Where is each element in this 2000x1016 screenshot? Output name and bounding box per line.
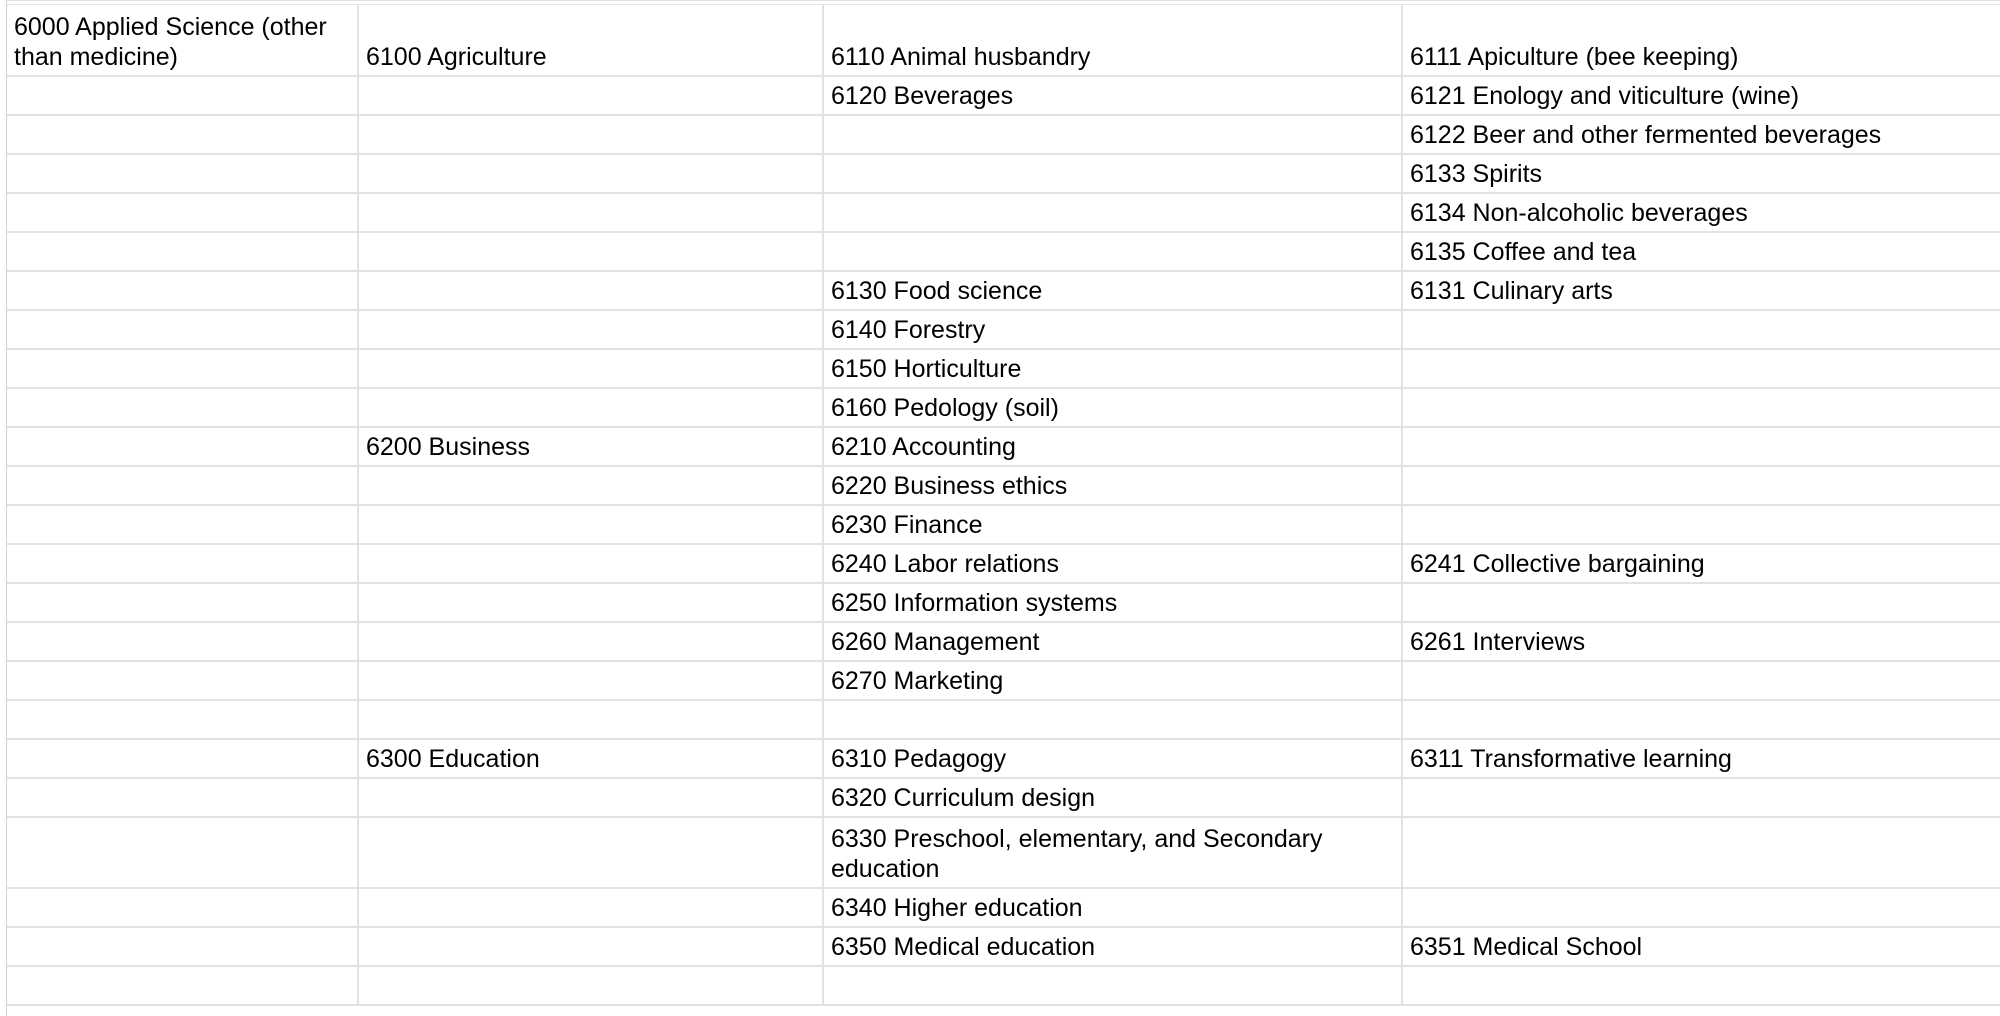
grid-cell[interactable] bbox=[7, 966, 358, 1005]
grid-cell[interactable] bbox=[823, 966, 1402, 1005]
grid-cell[interactable] bbox=[358, 927, 823, 966]
table-row bbox=[7, 583, 2000, 622]
table-row bbox=[7, 739, 2000, 778]
grid-cell[interactable]: 6350 Medical education bbox=[823, 927, 1402, 966]
grid-cell[interactable]: 6320 Curriculum design bbox=[823, 778, 1402, 817]
grid-cell[interactable] bbox=[358, 817, 823, 888]
grid-cell[interactable]: 6330 Preschool, elementary, and Secondary education bbox=[823, 817, 1402, 888]
grid-cell[interactable]: 6311 Transformative learning bbox=[1402, 739, 2000, 778]
table-row bbox=[7, 700, 2000, 739]
table-row bbox=[7, 888, 2000, 927]
grid-cell[interactable] bbox=[1402, 466, 2000, 505]
grid-cell[interactable] bbox=[7, 427, 358, 466]
grid-cell[interactable] bbox=[358, 505, 823, 544]
table-row bbox=[7, 310, 2000, 349]
grid-cell[interactable] bbox=[1402, 505, 2000, 544]
grid-cell[interactable] bbox=[7, 927, 358, 966]
grid-cell[interactable] bbox=[358, 466, 823, 505]
grid-cell[interactable]: 6134 Non-alcoholic beverages bbox=[1402, 193, 2000, 232]
grid-cell[interactable] bbox=[358, 622, 823, 661]
grid-cell[interactable]: 6160 Pedology (soil) bbox=[823, 388, 1402, 427]
grid-cell[interactable] bbox=[7, 622, 358, 661]
grid-cell[interactable] bbox=[823, 700, 1402, 739]
grid-cell[interactable] bbox=[1402, 661, 2000, 700]
grid-cell[interactable]: 6131 Culinary arts bbox=[1402, 271, 2000, 310]
grid-cell[interactable] bbox=[1402, 349, 2000, 388]
grid-cell[interactable]: 6210 Accounting bbox=[823, 427, 1402, 466]
grid-cell[interactable] bbox=[7, 888, 358, 927]
grid-cell[interactable]: 6241 Collective bargaining bbox=[1402, 544, 2000, 583]
grid-cell[interactable] bbox=[1402, 700, 2000, 739]
grid-cell[interactable]: 6135 Coffee and tea bbox=[1402, 232, 2000, 271]
grid-cell[interactable] bbox=[7, 817, 358, 888]
grid-cell[interactable] bbox=[7, 349, 358, 388]
grid-cell[interactable]: 6261 Interviews bbox=[1402, 622, 2000, 661]
grid-cell[interactable] bbox=[7, 154, 358, 193]
grid-cell[interactable] bbox=[358, 583, 823, 622]
grid-cell[interactable]: 6111 Apiculture (bee keeping) bbox=[1402, 5, 2000, 76]
grid-cell[interactable] bbox=[1402, 388, 2000, 427]
grid-cell[interactable] bbox=[358, 700, 823, 739]
grid-cell[interactable] bbox=[7, 310, 358, 349]
grid-cell[interactable] bbox=[1402, 888, 2000, 927]
grid-cell[interactable] bbox=[358, 778, 823, 817]
table-row bbox=[7, 661, 2000, 700]
grid-cell[interactable]: 6300 Education bbox=[358, 739, 823, 778]
table-row bbox=[7, 817, 2000, 888]
grid-cell[interactable] bbox=[358, 310, 823, 349]
grid-cell[interactable]: 6250 Information systems bbox=[823, 583, 1402, 622]
table-row bbox=[7, 154, 2000, 193]
grid-cell[interactable] bbox=[7, 193, 358, 232]
table-row bbox=[7, 232, 2000, 271]
grid-cell[interactable] bbox=[7, 115, 358, 154]
grid-cell[interactable]: 6120 Beverages bbox=[823, 76, 1402, 115]
grid-cell[interactable] bbox=[7, 388, 358, 427]
table-row bbox=[7, 778, 2000, 817]
grid-cell[interactable]: 6122 Beer and other fermented beverages bbox=[1402, 115, 2000, 154]
grid-cell[interactable] bbox=[7, 661, 358, 700]
grid-cell[interactable] bbox=[358, 661, 823, 700]
row-header-gutter bbox=[0, 0, 7, 1016]
grid-cell[interactable] bbox=[358, 388, 823, 427]
grid-cell[interactable] bbox=[358, 888, 823, 927]
grid-cell[interactable] bbox=[7, 583, 358, 622]
table-row bbox=[7, 966, 2000, 1005]
grid-cell[interactable] bbox=[1402, 427, 2000, 466]
grid-cell[interactable]: 6133 Spirits bbox=[1402, 154, 2000, 193]
grid-cell[interactable]: 6130 Food science bbox=[823, 271, 1402, 310]
grid-cell[interactable] bbox=[358, 76, 823, 115]
grid-cell[interactable] bbox=[823, 154, 1402, 193]
grid-cell[interactable] bbox=[358, 966, 823, 1005]
grid-cell[interactable]: 6260 Management bbox=[823, 622, 1402, 661]
grid-cell[interactable] bbox=[823, 232, 1402, 271]
grid-cell[interactable]: 6310 Pedagogy bbox=[823, 739, 1402, 778]
grid-cell[interactable]: 6121 Enology and viticulture (wine) bbox=[1402, 76, 2000, 115]
grid-cell[interactable] bbox=[358, 154, 823, 193]
grid-cell[interactable] bbox=[7, 76, 358, 115]
grid-cell[interactable] bbox=[358, 193, 823, 232]
table-row bbox=[7, 271, 2000, 310]
table-row bbox=[7, 193, 2000, 232]
grid-cell[interactable] bbox=[358, 544, 823, 583]
table-row bbox=[7, 5, 2000, 76]
grid-cell[interactable] bbox=[1402, 966, 2000, 1005]
grid-cell[interactable]: 6270 Marketing bbox=[823, 661, 1402, 700]
table-row bbox=[7, 466, 2000, 505]
grid-cell[interactable] bbox=[1402, 778, 2000, 817]
grid-cell[interactable]: 6351 Medical School bbox=[1402, 927, 2000, 966]
table-row bbox=[7, 76, 2000, 115]
table-row bbox=[7, 505, 2000, 544]
grid-cell[interactable] bbox=[358, 349, 823, 388]
grid-cell[interactable]: 6200 Business bbox=[358, 427, 823, 466]
table-row bbox=[7, 427, 2000, 466]
grid-cell[interactable] bbox=[7, 466, 358, 505]
grid-cell[interactable] bbox=[7, 739, 358, 778]
grid-cell[interactable] bbox=[358, 115, 823, 154]
grid-cell[interactable] bbox=[823, 115, 1402, 154]
grid-cell[interactable]: 6150 Horticulture bbox=[823, 349, 1402, 388]
grid-cell[interactable]: 6100 Agriculture bbox=[358, 5, 823, 76]
grid-cell[interactable]: 6230 Finance bbox=[823, 505, 1402, 544]
grid-cell[interactable] bbox=[7, 232, 358, 271]
grid-cell[interactable]: 6340 Higher education bbox=[823, 888, 1402, 927]
grid-cell[interactable] bbox=[358, 232, 823, 271]
table-row bbox=[7, 927, 2000, 966]
grid-cell[interactable] bbox=[7, 505, 358, 544]
grid-cell[interactable] bbox=[7, 778, 358, 817]
grid-cell[interactable] bbox=[7, 700, 358, 739]
table-row bbox=[7, 544, 2000, 583]
grid-cell[interactable] bbox=[7, 544, 358, 583]
table-row bbox=[7, 349, 2000, 388]
table-row bbox=[7, 622, 2000, 661]
grid-cell[interactable] bbox=[1402, 817, 2000, 888]
cell-table bbox=[7, 5, 2000, 1006]
grid-cell[interactable]: 6000 Applied Science (other than medicine) bbox=[7, 5, 358, 76]
grid-cell[interactable] bbox=[823, 193, 1402, 232]
grid-cell[interactable]: 6240 Labor relations bbox=[823, 544, 1402, 583]
table-row bbox=[7, 388, 2000, 427]
grid-cell[interactable]: 6140 Forestry bbox=[823, 310, 1402, 349]
grid-cell[interactable]: 6110 Animal husbandry bbox=[823, 5, 1402, 76]
grid-cell[interactable]: 6220 Business ethics bbox=[823, 466, 1402, 505]
grid-cell[interactable] bbox=[1402, 310, 2000, 349]
table-row bbox=[7, 115, 2000, 154]
grid-cell[interactable] bbox=[1402, 583, 2000, 622]
grid-cell[interactable] bbox=[358, 271, 823, 310]
grid-cell[interactable] bbox=[7, 271, 358, 310]
